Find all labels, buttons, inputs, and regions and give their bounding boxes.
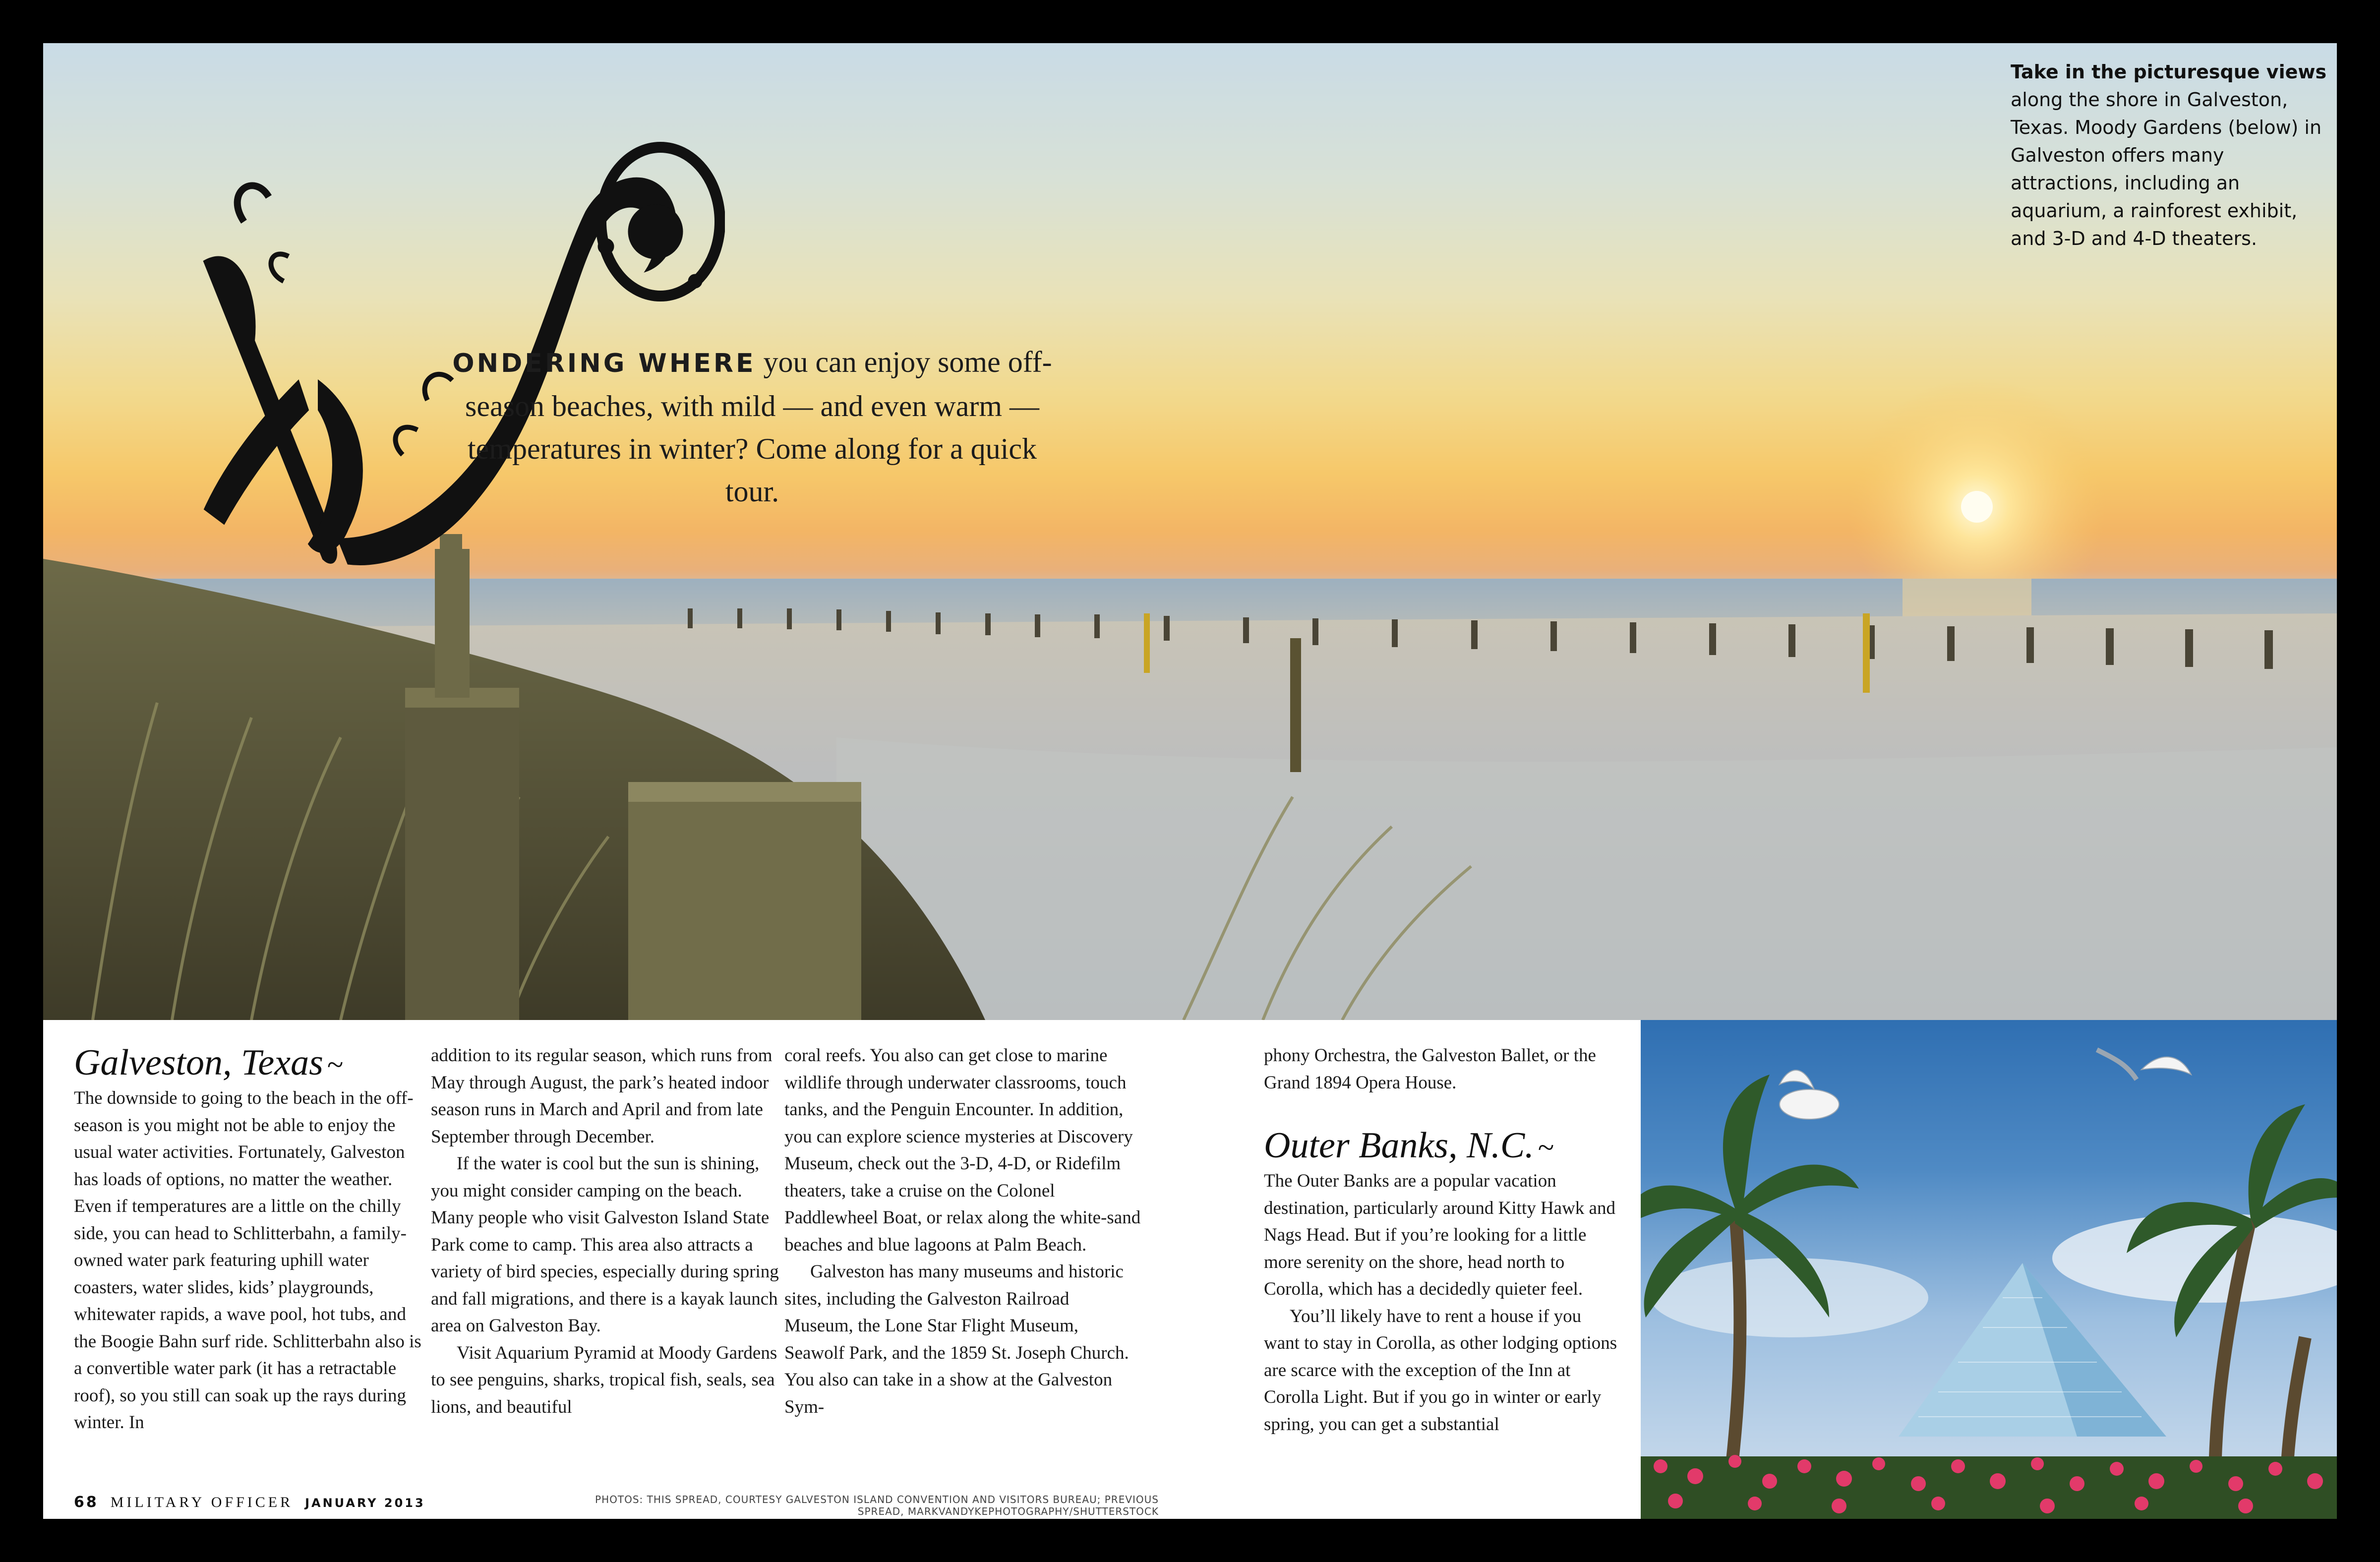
caption-text: along the shore in Galveston, Texas. Moody Gardens (below) in Galveston offers many attractions, including an aquarium, a rainforest exhibit, and 3-D and 4-D theaters.: [2011, 89, 2322, 249]
body-paragraph: The Outer Banks are a popular vacation destination, particularly around Kitty Hawk and Nags Head. But if you’re looking for a little more serenity on the shore, head north to Corolla, which has a decidedly quieter feel.: [1264, 1171, 1615, 1299]
text-column-4: [1264, 1042, 1621, 1438]
ornament-icon: ~: [1538, 1131, 1554, 1164]
issue-date: JANUARY 2013: [305, 1496, 425, 1510]
body-paragraph: Galveston has many museums and historic sites, including the Galveston Railroad Museum, the Lone Star Flight Museum, Seawolf Park, and the 1859 St. Joseph Church. You also can take in a show at the Galveston Sym-: [784, 1262, 1129, 1417]
photo-caption: [2011, 58, 2328, 252]
magazine-spread: [43, 43, 2337, 1519]
body-paragraph: phony Orchestra, the Galveston Ballet, or the Grand 1894 Opera House.: [1264, 1045, 1596, 1093]
photo-credit: PHOTOS: THIS SPREAD, COURTESY GALVESTON ISLAND CONVENTION AND VISITORS BUREAU; PREVIOUS SPREAD, MARKVANDYKEPHOTOGRAPHY/SHUTTERSTOCK: [595, 1494, 1159, 1517]
ornament-icon: ~: [327, 1048, 344, 1081]
text-column-1: [74, 1042, 431, 1437]
text-column-3: [784, 1042, 1141, 1421]
section-heading-outer-banks: Outer Banks, N.C. ~: [1264, 1125, 1554, 1166]
intro-lead-in: ONDERING WHERE: [452, 349, 756, 378]
body-paragraph: coral reefs. You also can get close to marine wildlife through underwater classrooms, touch tanks, and the Penguin Encounter. In addition, you can explore science mysteries at Discovery Museum, check out the 3-D, 4-D, or Ridefilm theaters, take a cruise on the Colonel Paddlewheel Boat, or relax along the white-sand beaches and blue lagoons at Palm Beach.: [784, 1045, 1141, 1255]
section-heading-galveston: Galveston, Texas ~: [74, 1042, 344, 1083]
caption-bold-lead: Take in the picturesque views: [2011, 61, 2327, 83]
intro-text: you can enjoy some off-season beaches, with mild — and even warm — temperatures in winter? Come along for a quick tour.: [465, 346, 1052, 508]
intro-deck: [450, 341, 1055, 513]
page-folio: [74, 1494, 425, 1511]
body-paragraph: The downside to going to the beach in the off-season is you might not be able to enjoy the usual water activities. Fortunately, Galveston has loads of options, no matter the weather. Even if temperatures are a little on the chilly side, you can head to Schlitterbahn, a family-owned water park featuring uphill water coasters, water slides, kids’ playgrounds, whitewater rapids, a wave pool, hot tubs, and the Boogie Bahn surf ride. Schlitterbahn also is a convertible water park (it has a retractable roof), so you still can soak up the rays during winter. In: [74, 1088, 421, 1433]
pyramid-palms-illustration: [1641, 1020, 2337, 1519]
body-paragraph: If the water is cool but the sun is shining, you might consider camping on the beach. Many people who visit Galveston Island State Park come to camp. This area also attracts a variety of bird species, especially during spring and fall migrations, and there is a kayak launch area on Galveston Bay.: [431, 1153, 779, 1336]
magazine-name: MILITARY OFFICER: [110, 1494, 294, 1510]
page-number: 68: [74, 1494, 99, 1511]
body-paragraph: You’ll likely have to rent a house if you want to stay in Corolla, as other lodging options are scarce with the exception of the Inn at Corolla Light. But if you go in winter or early spring, you can get a substantial: [1264, 1306, 1617, 1435]
text-column-2: [431, 1042, 788, 1421]
body-paragraph: addition to its regular season, which runs from May through August, the park’s heated indoor season runs in March and April and from late September through December.: [431, 1045, 773, 1147]
body-paragraph: Visit Aquarium Pyramid at Moody Gardens to see penguins, sharks, tropical fish, seals, sea lions, and beautiful: [431, 1342, 777, 1417]
moody-gardens-pyramid-photo: [1641, 1020, 2337, 1519]
